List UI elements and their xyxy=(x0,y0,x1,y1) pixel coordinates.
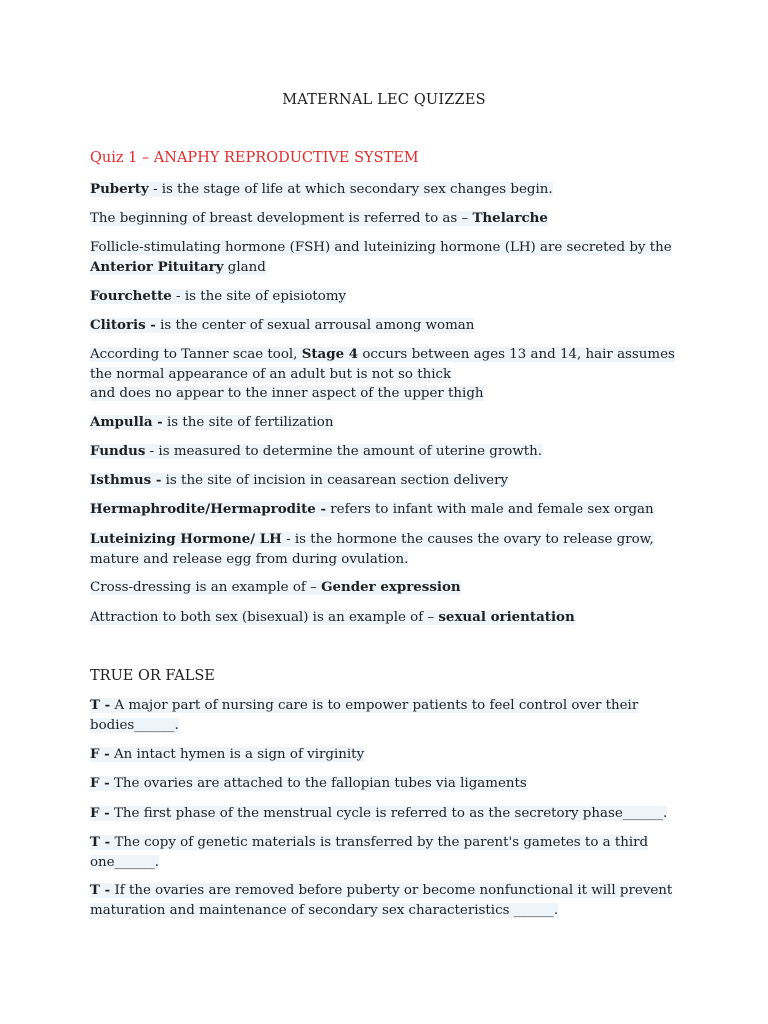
item-text: According to Tanner scae tool, xyxy=(90,347,302,362)
item-term: Luteinizing Hormone/ LH xyxy=(90,531,282,547)
quiz-heading: Quiz 1 – ANAPHY REPRODUCTIVE SYSTEM xyxy=(90,150,419,166)
tf-item xyxy=(90,745,690,765)
item-term: Stage 4 xyxy=(301,346,359,362)
item-term: Hermaphrodite/Hermaprodite - xyxy=(90,501,326,517)
tf-answer: T - xyxy=(90,882,111,898)
quiz-item xyxy=(90,209,690,229)
tf-statement: The ovaries are attached to the fallopian tubes via ligaments xyxy=(109,776,527,791)
quiz-item xyxy=(90,287,690,307)
item-term: Fundus xyxy=(90,443,146,459)
item-term: Gender expression xyxy=(321,579,461,595)
item-text: occurs between ages 13 and 14, hair assumes the normal appearance of an adult but is not so thick xyxy=(90,347,675,382)
quiz-item xyxy=(90,608,690,628)
item-text: - is measured to determine the amount of uterine growth. xyxy=(145,444,543,459)
item-term: Anterior Pituitary xyxy=(90,258,224,275)
quiz-item xyxy=(90,578,690,598)
tf-statement: A major part of nursing care is to empower patients to feel control over their bodies______. xyxy=(90,698,639,733)
item-text: - is the site of episiotomy xyxy=(171,289,347,304)
item-term: Ampulla - xyxy=(90,414,163,430)
item-text: - is the hormone the causes the ovary to release grow, mature and release egg from during ovulation. xyxy=(90,532,654,567)
item-term: Puberty xyxy=(90,181,149,197)
quiz-item xyxy=(90,413,690,433)
tf-statement: The first phase of the menstrual cycle is referred to as the secretory phase______. xyxy=(109,806,668,821)
item-text: gland xyxy=(223,259,266,275)
tf-statement: If the ovaries are removed before puberty or become nonfunctional it will prevent maturation and maintenance of secondary sex characteristics ______. xyxy=(90,883,673,918)
quiz-item xyxy=(90,471,690,491)
tf-item xyxy=(90,696,690,735)
tf-answer: T - xyxy=(90,834,111,850)
document-title: MATERNAL LEC QUIZZES xyxy=(282,92,486,108)
tf-statement: An intact hymen is a sign of virginity xyxy=(109,747,365,762)
item-text: is the site of incision in ceasarean section delivery xyxy=(161,473,509,488)
quiz-item xyxy=(90,345,690,404)
tf-statement: The copy of genetic materials is transferred by the parent's gametes to a third one______. xyxy=(90,835,649,870)
tf-item xyxy=(90,774,690,794)
true-false-heading: TRUE OR FALSE xyxy=(90,668,215,684)
item-text: The beginning of breast development is referred to as – xyxy=(90,211,473,226)
quiz-item xyxy=(90,530,690,569)
tf-answer: F - xyxy=(90,805,110,821)
quiz-item xyxy=(90,180,690,200)
item-text: refers to infant with male and female sex organ xyxy=(326,502,654,517)
item-term: Thelarche xyxy=(472,210,548,226)
item-text: is the site of fertilization xyxy=(162,415,334,430)
tf-item xyxy=(90,881,690,920)
quiz-item xyxy=(90,316,690,336)
item-term: Fourchette xyxy=(90,288,172,304)
item-term: Isthmus - xyxy=(90,472,162,488)
tf-answer: F - xyxy=(90,746,110,762)
tf-item xyxy=(90,833,690,872)
tf-answer: T - xyxy=(90,697,111,713)
item-text: - is the stage of life at which secondary sex changes begin. xyxy=(148,182,553,197)
item-text: Cross-dressing is an example of – xyxy=(90,580,322,595)
item-text: Follicle-stimulating hormone (FSH) and luteinizing hormone (LH) are secreted by the xyxy=(90,240,672,255)
quiz-item xyxy=(90,442,690,462)
item-text-continued: and does no appear to the inner aspect of the upper thigh xyxy=(90,386,484,401)
item-term: Clitoris - xyxy=(90,317,156,333)
item-term: sexual orientation xyxy=(438,609,575,625)
tf-answer: F - xyxy=(90,775,110,791)
quiz-item xyxy=(90,238,690,277)
item-text: is the center of sexual arrousal among woman xyxy=(155,318,475,333)
tf-item xyxy=(90,804,690,824)
quiz-item xyxy=(90,500,690,520)
item-text: Attraction to both sex (bisexual) is an example of – xyxy=(90,610,439,625)
